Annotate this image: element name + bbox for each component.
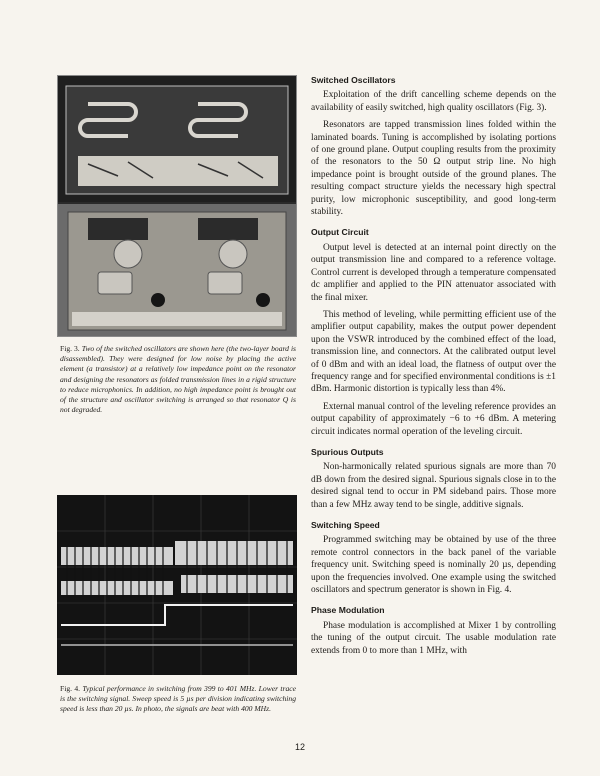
section-phase-modulation: [311, 604, 556, 657]
figure-4-caption: [60, 684, 296, 715]
paragraph: External manual control of the leveling reference provides an output capability of approximately −6 to +6 dBm. A metering circuit indicates normal operation of the leveling circuit.: [311, 401, 556, 437]
paragraph: Output level is detected at an internal point directly on the output transmission line and compared to a reference voltage. Control current is developed through a temperature compensated dc amplifier and applied to the PIN attenuator associated with the final mixer.: [311, 242, 556, 303]
figure-4-caption-text: Typical performance in switching from 399 to 401 MHz. Lower trace is the switching signal. Sweep speed is 5 µs per division indicating switching speed is less than 20 µs. In photo, the signals are beat with 400 MHz.: [60, 684, 297, 714]
paragraph: Phase modulation is accomplished at Mixer 1 by controlling the tuning of the output circuit. The usable modulation rate extends from 0 to more than 1 MHz, with: [311, 620, 556, 656]
paragraph: Programmed switching may be obtained by use of the three remote control connectors in the back panel of the variable frequency unit. Switching speed is nominally 20 µs, depending upon the frequencies involved. One example using the switched oscillators and spectrum generator is shown in Fig. 4.: [311, 535, 556, 596]
paragraph: This method of leveling, while permitting efficient use of the amplifier output capability, makes the output power dependent upon the VSWR introduced by the combined effect of the load, transmission line, and connectors. At the calibrated output level of 0 dBm and with an ideal load, the flatness of output over the frequency range and for specified environmental conditions is ±1 dBm. Harmonic distortion is typically less than 4%.: [311, 309, 556, 395]
paragraph: Non-harmonically related spurious signals are more than 70 dB down from the desired signal. Spurious signals close in to the desired signal tend to occur in PM sideband pairs. Those more than a few MHz away tend to be single, additive signals.: [311, 462, 556, 510]
paragraph: Resonators are tapped transmission lines folded within the laminated boards. Tuning is accomplished by isolating portions of one ground plane. Output coupling results from the proximity of the resonators to the 50 Ω output strip line. No high impedance point is brought outside of the ground planes. The resulting compact structure yields the necessary high spectral purity, low microphonic susceptibility, and good long-term stability.: [311, 120, 556, 218]
oscillator-boards-illustration: [58, 76, 296, 336]
figure-4-caption-lead: Fig. 4.: [60, 684, 81, 693]
section-spurious-outputs: [311, 446, 556, 511]
figure-3-photo: [57, 75, 297, 337]
section-heading: Output Circuit: [311, 227, 369, 238]
page-number: 12: [294, 742, 305, 752]
oscilloscope-trace-illustration: [57, 495, 297, 675]
section-heading: Switched Oscillators: [311, 75, 396, 85]
figure-3-caption-text: Two of the switched oscillators are shown here (the two-layer board is disassembled). They were designed for low noise by placing the active element (a transistor) at a relatively low impedance point on the resonator and designing the resonators as folded transmission lines in a rigid structure to reduce microphonics. In addition, no high impedance point is brought out of the structure and oscillator switching is arranged so that resonator Q is not degraded.: [60, 344, 297, 415]
section-heading: Spurious Outputs: [311, 446, 384, 457]
figure-3-caption-lead: Fig. 3.: [60, 344, 80, 353]
section-switching-speed: [311, 519, 556, 596]
figure-4-photo: [57, 495, 297, 675]
figure-3-caption: [60, 344, 296, 415]
section-heading: Switching Speed: [311, 520, 380, 530]
section-heading: Phase Modulation: [311, 605, 385, 616]
paragraph: Exploitation of the drift cancelling scheme depends on the availability of easily switched, high quality oscillators (Fig. 3).: [311, 90, 556, 113]
body-text-column: [311, 74, 556, 665]
section-switched-oscillators: [311, 74, 556, 218]
section-output-circuit: [311, 226, 556, 438]
